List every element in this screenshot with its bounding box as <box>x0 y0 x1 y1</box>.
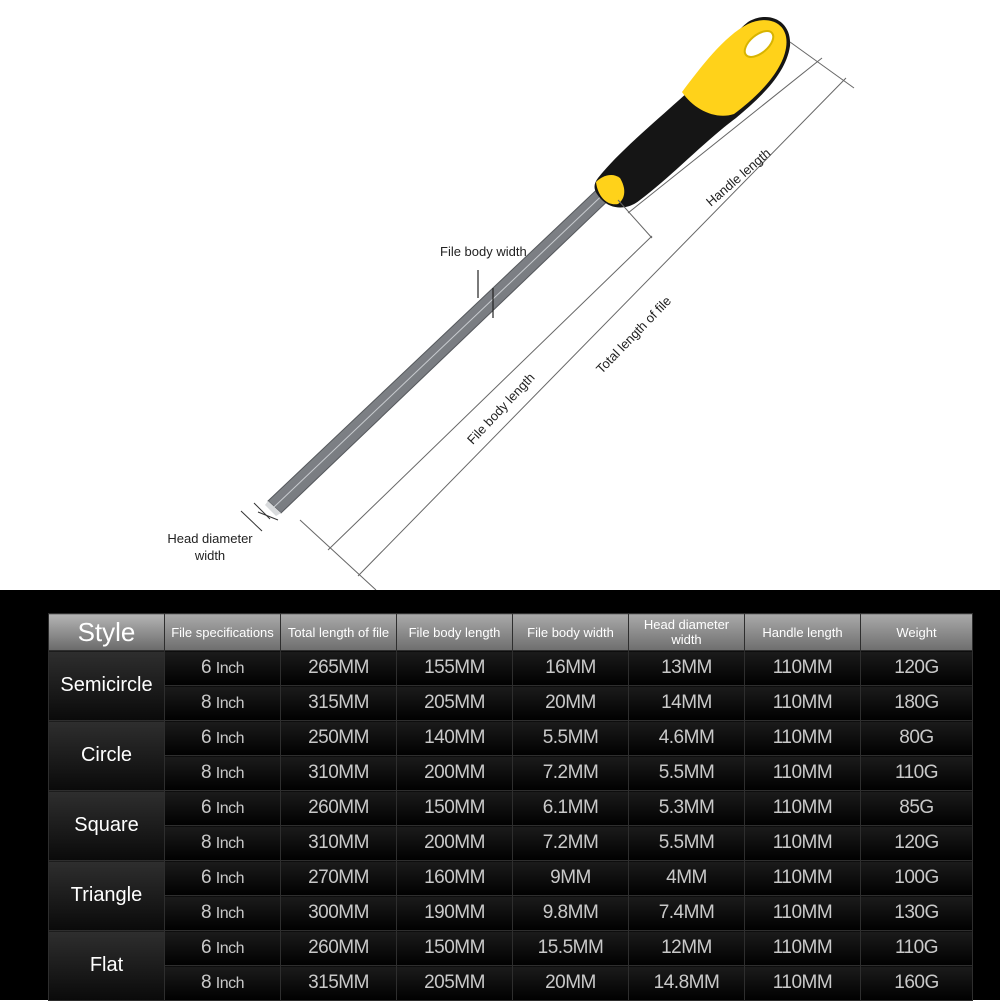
table-row <box>49 756 973 791</box>
spec-size: 6 <box>200 727 212 748</box>
table-header-row <box>49 614 973 651</box>
style-name-cell: Square <box>49 791 165 861</box>
spec-cell <box>165 861 281 896</box>
spec-unit: Inch <box>215 940 245 957</box>
body-width-cell: 15.5MM <box>513 931 629 966</box>
style-name-cell: Flat <box>49 931 165 1001</box>
table-row <box>49 651 973 686</box>
file-handle <box>595 17 791 208</box>
file-body-width-label: File body width <box>440 244 527 259</box>
body-width-cell: 6.1MM <box>513 791 629 826</box>
body-length-dimension <box>328 236 652 550</box>
body-width-cell: 9.8MM <box>513 896 629 931</box>
handle-length-cell: 110MM <box>745 896 861 931</box>
total-length-cell: 300MM <box>281 896 397 931</box>
header-body-width: File body width <box>513 614 629 651</box>
spec-size: 6 <box>200 797 212 818</box>
body-width-cell: 20MM <box>513 966 629 1001</box>
handle-length-cell: 110MM <box>745 756 861 791</box>
style-name-cell: Triangle <box>49 861 165 931</box>
spec-cell <box>165 791 281 826</box>
spec-cell <box>165 966 281 1001</box>
head-diameter-cell: 14MM <box>629 686 745 721</box>
body-width-cell: 16MM <box>513 651 629 686</box>
head-diameter-cell: 13MM <box>629 651 745 686</box>
style-name-cell: Semicircle <box>49 651 165 721</box>
spec-size: 8 <box>200 692 212 713</box>
body-length-cell: 150MM <box>397 791 513 826</box>
head-diameter-cell: 4MM <box>629 861 745 896</box>
spec-size: 8 <box>200 832 212 853</box>
table-row <box>49 931 973 966</box>
style-name-cell: Circle <box>49 721 165 791</box>
total-length-cell: 260MM <box>281 791 397 826</box>
body-width-cell: 7.2MM <box>513 756 629 791</box>
spec-size: 8 <box>200 972 212 993</box>
spec-cell <box>165 931 281 966</box>
weight-cell: 120G <box>861 651 973 686</box>
body-length-cell: 205MM <box>397 686 513 721</box>
head-diameter-cell: 14.8MM <box>629 966 745 1001</box>
body-width-cell: 5.5MM <box>513 721 629 756</box>
body-width-cell: 20MM <box>513 686 629 721</box>
total-length-cell: 270MM <box>281 861 397 896</box>
spec-cell <box>165 651 281 686</box>
handle-length-cell: 110MM <box>745 861 861 896</box>
spec-size: 6 <box>200 867 212 888</box>
body-length-cell: 150MM <box>397 931 513 966</box>
weight-cell: 110G <box>861 756 973 791</box>
handle-length-cell: 110MM <box>745 651 861 686</box>
header-total-length: Total length of file <box>281 614 397 651</box>
total-length-cell: 260MM <box>281 931 397 966</box>
table-row <box>49 721 973 756</box>
total-length-cell: 315MM <box>281 966 397 1001</box>
specification-panel <box>0 590 1000 1000</box>
handle-length-cell: 110MM <box>745 721 861 756</box>
head-diameter-cell: 7.4MM <box>629 896 745 931</box>
header-file-specifications: File specifications <box>165 614 281 651</box>
spec-unit: Inch <box>215 835 245 852</box>
total-length-label: Total length of file <box>593 293 675 377</box>
spec-cell <box>165 826 281 861</box>
table-row <box>49 861 973 896</box>
spec-cell <box>165 721 281 756</box>
spec-unit: Inch <box>215 730 245 747</box>
table-row <box>49 686 973 721</box>
spec-size: 8 <box>200 762 212 783</box>
header-body-length: File body length <box>397 614 513 651</box>
head-diameter-cell: 4.6MM <box>629 721 745 756</box>
spec-unit: Inch <box>215 765 245 782</box>
file-body-length-label: File body length <box>464 369 538 448</box>
spec-size: 8 <box>200 902 212 923</box>
file-body <box>265 180 617 516</box>
table-body <box>49 651 973 1001</box>
weight-cell: 160G <box>861 966 973 1001</box>
head-diameter-cell: 5.5MM <box>629 826 745 861</box>
spec-unit: Inch <box>215 800 245 817</box>
weight-cell: 130G <box>861 896 973 931</box>
table-row <box>49 826 973 861</box>
body-width-cell: 7.2MM <box>513 826 629 861</box>
body-length-cell: 140MM <box>397 721 513 756</box>
total-length-cell: 250MM <box>281 721 397 756</box>
handle-length-cell: 110MM <box>745 931 861 966</box>
body-length-cell: 205MM <box>397 966 513 1001</box>
body-length-cell: 155MM <box>397 651 513 686</box>
spec-unit: Inch <box>215 905 245 922</box>
table-row <box>49 896 973 931</box>
handle-length-cell: 110MM <box>745 686 861 721</box>
spec-unit: Inch <box>215 660 245 677</box>
body-width-cell: 9MM <box>513 861 629 896</box>
handle-length-cell: 110MM <box>745 791 861 826</box>
table-row <box>49 966 973 1001</box>
spec-unit: Inch <box>215 870 245 887</box>
head-diameter-cell: 12MM <box>629 931 745 966</box>
spec-size: 6 <box>200 937 212 958</box>
head-diameter-width-label: Head diameter width <box>167 531 253 563</box>
body-length-cell: 190MM <box>397 896 513 931</box>
spec-cell <box>165 686 281 721</box>
body-length-cell: 200MM <box>397 756 513 791</box>
spec-unit: Inch <box>215 695 245 712</box>
weight-cell: 120G <box>861 826 973 861</box>
body-length-cell: 200MM <box>397 826 513 861</box>
header-weight: Weight <box>861 614 973 651</box>
head-diameter-cell: 5.5MM <box>629 756 745 791</box>
specification-table <box>48 613 973 1001</box>
total-length-cell: 310MM <box>281 756 397 791</box>
handle-length-cell: 110MM <box>745 966 861 1001</box>
header-head-diameter: Head diameter width <box>629 614 745 651</box>
table-row <box>49 791 973 826</box>
spec-cell <box>165 756 281 791</box>
weight-cell: 110G <box>861 931 973 966</box>
total-length-cell: 310MM <box>281 826 397 861</box>
weight-cell: 85G <box>861 791 973 826</box>
weight-cell: 80G <box>861 721 973 756</box>
handle-length-label: Handle length <box>703 145 774 210</box>
total-length-cell: 315MM <box>281 686 397 721</box>
body-length-cell: 160MM <box>397 861 513 896</box>
head-diameter-cell: 5.3MM <box>629 791 745 826</box>
handle-length-cell: 110MM <box>745 826 861 861</box>
total-length-cell: 265MM <box>281 651 397 686</box>
spec-unit: Inch <box>215 975 245 992</box>
weight-cell: 100G <box>861 861 973 896</box>
header-handle-length: Handle length <box>745 614 861 651</box>
spec-size: 6 <box>200 657 212 678</box>
header-style: Style <box>49 614 165 651</box>
weight-cell: 180G <box>861 686 973 721</box>
spec-cell <box>165 896 281 931</box>
